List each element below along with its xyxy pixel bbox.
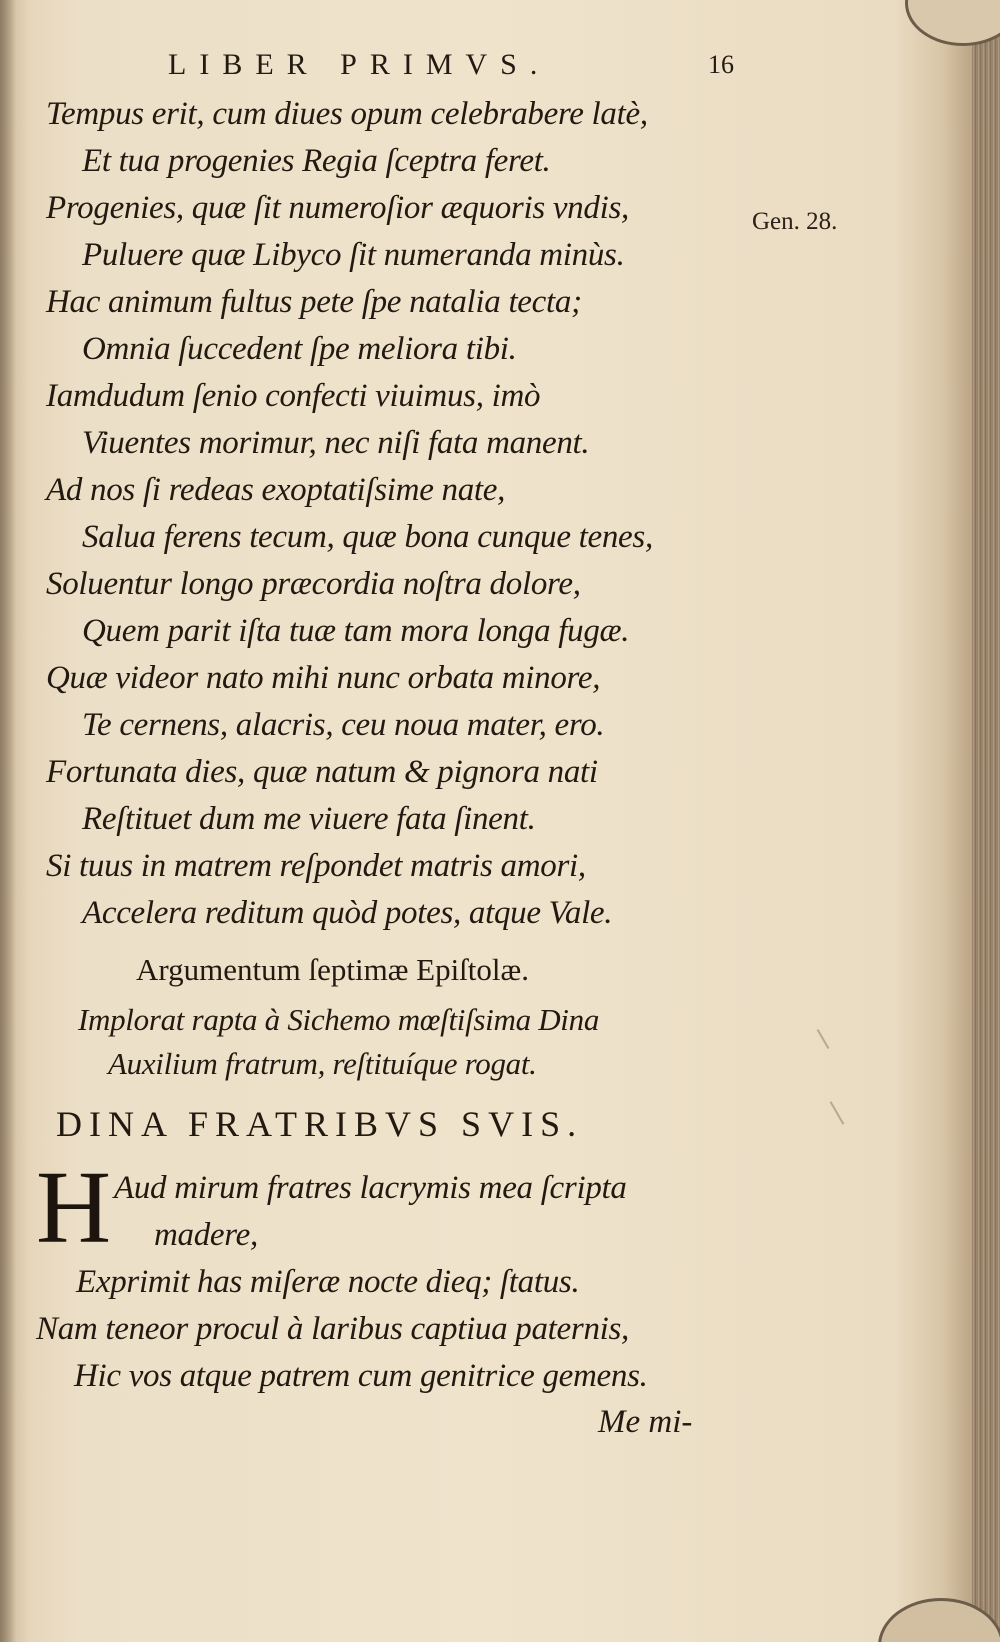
verse-line: Quem parit iſta tuæ tam mora longa fugæ. [82,613,630,649]
catchword: Me mi- [598,1404,693,1440]
running-head: LIBER PRIMVS. [168,48,551,81]
verse-line: Si tuus in matrem reſpondet matris amori, [46,848,586,884]
verse-line: Hac animum fultus pete ſpe natalia tecta; [46,284,582,320]
verse-line: Puluere quæ Libyco ſit numeranda minùs. [82,237,625,273]
verse-line: Soluentur longo præcordia noſtra dolore, [46,566,581,602]
binding-shadow [0,0,16,1642]
drop-cap-initial: H [36,1150,112,1265]
verse-line: Te cernens, alacris, ceu noua mater, ero. [82,707,605,743]
argument-line: Implorat rapta à Sichemo mœſtiſsima Dina [78,1002,600,1037]
verse-line: Iamdudum ſenio confecti viuimus, imò [46,378,541,414]
verse-line: Salua ferens tecum, quæ bona cunque tenes, [82,519,653,555]
argument-line: Auxilium fratrum, reſtituíque rogat. [108,1046,537,1081]
verse-line: Aud mirum fratres lacrymis mea ſcripta [114,1170,627,1206]
argument-title: Argumentum ſeptimæ Epiſtolæ. [136,952,529,987]
page-edges [972,0,1000,1642]
verse-line: Et tua progenies Regia ſceptra feret. [82,143,551,179]
verse-line: Progenies, quæ ſit numeroſior æquoris vndis, [46,190,629,226]
epistle-heading: DINA FRATRIBVS SVIS. [56,1104,584,1144]
verse-line: Exprimit has miſeræ nocte dieq; ſtatus. [76,1264,580,1300]
verse-line: Accelera reditum quòd potes, atque Vale. [82,895,613,931]
verse-line: Hic vos atque patrem cum genitrice gemens. [74,1358,648,1394]
verse-line: Viuentes morimur, nec niſi fata manent. [82,425,590,461]
verse-line: Omnia ſuccedent ſpe meliora tibi. [82,331,517,367]
verse-line: Nam teneor procul à laribus captiua paternis, [36,1311,630,1347]
verse-line: Reſtituet dum me viuere fata ſinent. [82,801,536,837]
marginal-note: Gen. 28. [752,208,838,235]
verse-line: Ad nos ſi redeas exoptatiſsime nate, [46,472,506,508]
verse-line: madere, [154,1217,258,1253]
page-number: 16 [708,50,734,79]
verse-line: Quæ videor nato mihi nunc orbata minore, [46,660,601,696]
verse-line: Tempus erit, cum diues opum celebrabere latè, [46,96,648,132]
verse-line: Fortunata dies, quæ natum & pignora nati [46,754,598,790]
